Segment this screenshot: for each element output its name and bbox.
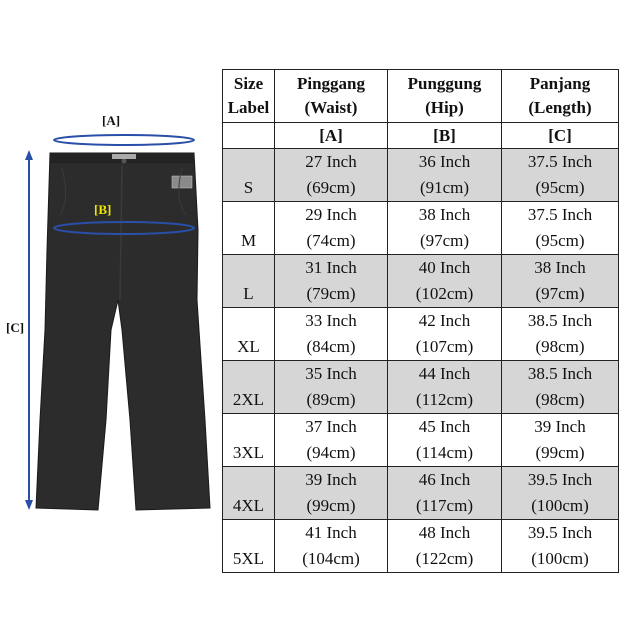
length-cm-value: (100cm) [531,496,589,515]
hip-cm-value: (107cm) [415,337,474,356]
measure-c-arrow-top [25,150,33,160]
measure-c-arrow-bottom [25,500,33,510]
waist-cm-value: (79cm) [306,284,356,303]
size-cell: 2XL [223,361,275,414]
waist-cell [275,308,388,361]
hip-cell [388,467,502,520]
header-hip: Punggung (Hip) [388,70,502,123]
waist-cm-value: (74cm) [306,231,356,250]
length-inch-value: 39.5 Inch [527,470,593,489]
table-row [223,149,619,202]
size-chart-table [222,69,619,573]
size-cell: S [223,149,275,202]
hip-cell [388,149,502,202]
length-inch-value: 37.5 Inch [527,205,593,224]
length-cell [502,520,619,573]
button [122,159,127,164]
hip-cell [388,361,502,414]
length-cell [502,361,619,414]
pants-figure [0,0,222,631]
header-waist: Pinggang (Waist) [275,70,388,123]
waist-cm-value: (104cm) [302,549,360,568]
header-code-c: [C] [502,123,619,149]
length-cm-value: (97cm) [535,284,585,303]
header-code-b: [B] [388,123,502,149]
hip-inch-value: 36 Inch [418,152,471,171]
length-cell [502,255,619,308]
waist-inch-value: 27 Inch [305,152,357,171]
hip-cell [388,255,502,308]
length-inch-value: 39 Inch [534,417,586,436]
waist-cm-value: (99cm) [306,496,356,515]
hip-cm-value: (102cm) [415,284,474,303]
length-cell [502,308,619,361]
waist-cell [275,467,388,520]
waist-inch-value: 33 Inch [305,311,357,330]
length-inch-value: 38 Inch [534,258,586,277]
length-cell [502,202,619,255]
table-row [223,202,619,255]
hip-cell [388,202,502,255]
hip-cell [388,520,502,573]
marker-a-label: [A] [102,113,121,128]
waist-inch-value: 35 Inch [305,364,357,383]
header-code-empty [223,123,275,149]
hip-inch-value: 48 Inch [418,523,471,542]
size-cell: 3XL [223,414,275,467]
waist-cm-value: (69cm) [306,178,356,197]
table-row [223,467,619,520]
header-size-label: Size Label [223,70,275,123]
waist-cell [275,202,388,255]
size-cell: 4XL [223,467,275,520]
hip-cm-value: (117cm) [416,496,473,515]
waist-cell [275,255,388,308]
hip-cell [388,414,502,467]
hip-inch-value: 42 Inch [418,311,471,330]
table-body [223,149,619,573]
hip-cm-value: (97cm) [419,231,470,250]
hip-cm-value: (91cm) [419,178,470,197]
table-row [223,361,619,414]
length-cm-value: (98cm) [535,390,585,409]
size-cell: 5XL [223,520,275,573]
length-inch-value: 37.5 Inch [527,152,593,171]
marker-c-label: [C] [6,320,25,335]
pants-illustration [0,0,222,631]
hip-inch-value: 45 Inch [418,417,471,436]
waist-inch-value: 31 Inch [305,258,357,277]
length-cm-value: (95cm) [535,231,585,250]
waist-cm-value: (84cm) [306,337,356,356]
brand-label [112,154,136,159]
length-cm-value: (99cm) [535,443,585,462]
hip-cell [388,308,502,361]
length-cell [502,467,619,520]
waist-cell [275,520,388,573]
table-row [223,520,619,573]
waist-cell [275,414,388,467]
waist-cell [275,149,388,202]
hip-cm-value: (112cm) [416,390,473,409]
length-cell [502,149,619,202]
hip-inch-value: 38 Inch [418,205,471,224]
hip-inch-value: 40 Inch [418,258,471,277]
size-cell: M [223,202,275,255]
size-cell: XL [223,308,275,361]
length-inch-value: 39.5 Inch [527,523,593,542]
length-inch-value: 38.5 Inch [527,364,593,383]
hip-inch-value: 46 Inch [418,470,471,489]
header-code-a: [A] [275,123,388,149]
waist-inch-value: 29 Inch [305,205,357,224]
marker-b-label: [B] [94,202,112,217]
table-code-row [223,123,619,149]
hip-inch-value: 44 Inch [418,364,471,383]
measure-a-ellipse [54,135,194,145]
pants-shape [36,153,210,510]
header-length: Panjang (Length) [502,70,619,123]
waist-inch-value: 39 Inch [305,470,357,489]
waist-inch-value: 37 Inch [305,417,357,436]
size-cell: L [223,255,275,308]
hang-tag [172,176,192,188]
length-cm-value: (98cm) [535,337,585,356]
length-cm-value: (95cm) [535,178,585,197]
table-row [223,308,619,361]
length-cm-value: (100cm) [531,549,589,568]
table-row [223,414,619,467]
length-inch-value: 38.5 Inch [527,311,593,330]
waist-cm-value: (89cm) [306,390,356,409]
hip-cm-value: (122cm) [415,549,474,568]
table-header-row [223,70,619,123]
table-row [223,255,619,308]
waist-inch-value: 41 Inch [305,523,357,542]
hip-cm-value: (114cm) [416,443,473,462]
waist-cm-value: (94cm) [306,443,356,462]
waist-cell [275,361,388,414]
length-cell [502,414,619,467]
